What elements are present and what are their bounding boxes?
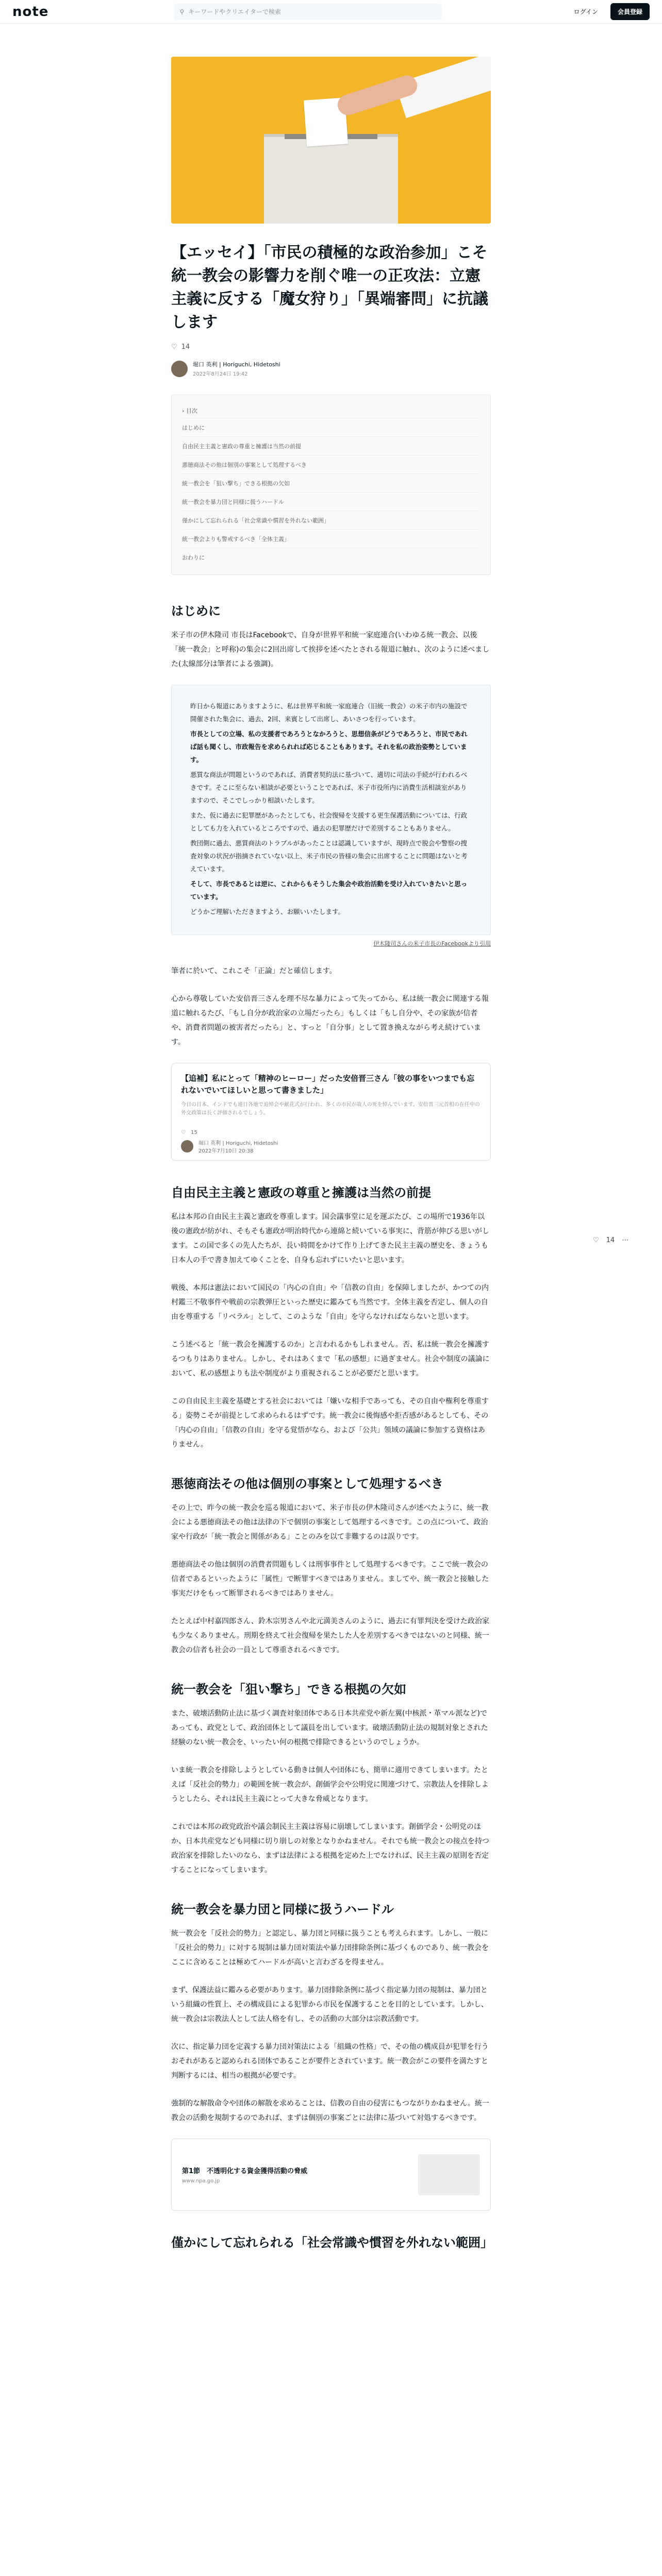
paragraph: 統一教会を「反社会的勢力」と認定し、暴力団と同様に扱うことも考えられます。しかし、一般に「反社会的勢力」に対する規制は暴力団対策法や暴力団排除条例に基づくものであり、統一教会をここに含めることは極めてハードルが高いと言わざるを得ません。: [171, 1929, 489, 1967]
quote-line: 市長としての立場、私の支援者であろうとなかろうと、思想信条がどうであろうと、市民であれば話も聞くし、市政報告を求められれば応じることもあります。それを私の政治姿勢としています。: [190, 730, 468, 764]
like-count: 14: [181, 343, 190, 351]
paragraph: いま統一教会を排除しようとしている動きは個人や団体にも、簡単に適用できてしまいます。たとえば「反社会的勢力」の範囲を統一教会が、創価学会や公明党に関連づけて、宗教法人を排除しようとしたら、それは民主主義にとって大きな脅威となります。: [171, 1766, 489, 1803]
toc-item[interactable]: 悪徳商法その他は個別の事案として処理するべき: [182, 455, 480, 474]
article: [171, 24, 491, 2250]
embed-date: 2022年7月10日 20:38: [198, 1148, 254, 1154]
embed-like-count: 15: [190, 1130, 197, 1136]
external-link-card[interactable]: [171, 2139, 491, 2211]
section-heading: 悪徳商法その他は個別の事案として処理するべき: [171, 1477, 443, 1491]
post-date: 2022年8月24日 19:42: [193, 371, 248, 377]
paragraph: 強制的な解散命令や団体の解散を求めることは、信教の自由の侵害にもつながりかねません。統一教会の活動を規制するのであれば、まずは個別の事案ごとに法律に基づいて対処するべきです。: [171, 2099, 489, 2122]
section-heading: 統一教会を「狙い撃ち」できる根拠の欠如: [171, 1682, 406, 1697]
section-heading: 僅かにして忘れられる「社会常識や慣習を外れない範囲」: [171, 2235, 493, 2250]
link-card-thumbnail: [418, 2154, 480, 2195]
search-input[interactable]: [174, 4, 442, 20]
toc-item[interactable]: 自由民主主義と憲政の尊重と擁護は当然の前提: [182, 437, 480, 455]
paragraph: これでは本邦の政党政治や議会制民主主義は容易に崩壊してしまいます。創価学会・公明党のほか、日本共産党なども同様に切り崩しの対象となりかねません。それでも統一教会との接点を持つ政治家を排除したいのなら、まずは法律による根拠を定めた上でなければ、民主主義の原則を否定することになってしまいます。: [171, 1823, 489, 1874]
note-logo[interactable]: note: [12, 4, 49, 20]
embedded-note-card[interactable]: [171, 1063, 491, 1161]
paragraph: 心から尊敬していた安倍晋三さんを理不尽な暴力によって失ってから、私は統一教会に関連する報道に触れるたび、「もし自分が政治家の立場だったら」もしくは「もし自分や、その家族が信者や、消費者問題の被害者だったら」と、すっと「自分事」として置き換えながら考え続けています。: [171, 995, 489, 1046]
more-icon[interactable]: ⋯: [622, 1236, 629, 1244]
ballot-box: [264, 134, 398, 224]
embed-excerpt: 今日の日本、インドでも連日各地で追悼会や献花式が行われ、多くの市民が故人の死を悼んでいます。安倍晋三元首相の在任中の外交政策は長く評価されるでしょう。: [181, 1102, 480, 1116]
header-actions: [567, 3, 650, 20]
toc-item[interactable]: おわりに: [182, 554, 205, 561]
paragraph: また、破壊活動防止法に基づく調査対象団体である日本共産党や新左翼(中核派・革マル派など)であっても、政党として、政治団体として議員を出しています。破壊活動防止法の規制対象とされた経験のない統一教会を、いったい何の根拠で排除できるというのでしょうか。: [171, 1709, 488, 1747]
blockquote: [171, 685, 491, 935]
floating-actions: [593, 1236, 628, 1244]
quote-line: 昨日から報道にありますように、私は世界平和統一家庭連合（旧統一教会）の米子市内の施設で開催された集会に、過去、2回、来賓として出席し、あいさつを行っています。: [190, 702, 468, 723]
paragraph: 筆者に於いて、これこそ「正論」だと確信します。: [171, 967, 337, 975]
author-name[interactable]: 堀口 英利 | Horiguchi, Hidetoshi: [193, 361, 280, 368]
quote-line: どうかご理解いただきますよう、お願いいたします。: [190, 908, 345, 916]
site-header: [0, 0, 662, 24]
author-info[interactable]: [171, 360, 491, 377]
heart-icon: ♡: [181, 1130, 186, 1136]
paragraph: この自由民主主義を基礎とする社会においては「嫌いな相手であっても、その自由や権利を尊重する」姿勢こそが前提として求められるはずです。統一教会に後悔感や拒否感があるとしても、その「内心の自由」「信教の自由」を守る覚悟がなら、および「公共」領域の議論に参加する資格はありません。: [171, 1397, 489, 1449]
search-icon: ⚲: [179, 8, 185, 15]
toc-heading[interactable]: › 目次: [182, 403, 480, 418]
paragraph: その上で、昨今の統一教会を巡る報道において、米子市長の伊木隆司さんが述べたように、統一教会による悪徳商法その他は法律の下で個別の事案として処理するべきです。この点について、政治家や行政が「統一教会と関係がある」ことのみを以て非難するのは誤りです。: [171, 1504, 489, 1541]
embed-author-row: [181, 1139, 481, 1154]
paragraph: たとえば中村嘉四郎さん、鈴木宗男さんや北元満美さんのように、過去に有罪判決を受けた政治家も少なくありません。刑期を終えて社会復帰を果たした人を差別するべきではないのと同様、統一教会の信者も社会の一員として尊重されるべきです。: [171, 1617, 489, 1654]
link-card-title[interactable]: 第1節 不透明化する資金獲得活動の脅威: [182, 2167, 308, 2175]
section-heading: はじめに: [171, 604, 221, 618]
heart-icon[interactable]: ♡: [171, 343, 177, 351]
avatar: [181, 1140, 193, 1153]
toc-item[interactable]: 統一教会を暴力団と同様に扱うハードル: [182, 493, 480, 511]
embed-footer: [181, 1130, 481, 1136]
quote-line: そして、市長であるとは逆に、これからもそうした集会や政治活動を受け入れていきたいと思っています。: [190, 880, 468, 901]
link-card-url: www.npa.go.jp: [182, 2178, 220, 2184]
section-heading: 自由民主主義と憲政の尊重と擁護は当然の前提: [171, 1185, 431, 1200]
quote-citation-link[interactable]: 伊木隆司さんの米子市長のFacebookより引用: [373, 940, 491, 947]
like-row: [171, 343, 491, 351]
search-placeholder: キーワードやクリエイターで検索: [188, 8, 282, 15]
quote-line: 教団側に過去、悪質商法のトラブルがあったことは認識していますが、現時点で脱会や警察の捜査対象の状況が指摘されていない以上、米子市民の皆様の集会に出席することに問題はないと考えています。: [190, 839, 468, 873]
login-button[interactable]: ログイン: [567, 3, 605, 20]
toc-item[interactable]: 僅かにして忘れられる「社会常識や慣習を外れない範囲」: [182, 511, 480, 530]
toc-item[interactable]: 統一教会を「狙い撃ち」できる根拠の欠如: [182, 474, 480, 493]
paragraph: まず、保護法益に鑑みる必要があります。暴力団排除条例に基づく指定暴力団の規制は、暴力団という組織の性質上、その構成員による犯罪から市民を保護することを目的としています。しかし、統一教会は宗教法人として法人格を有し、その活動の大部分は宗教活動です。: [171, 1986, 488, 2023]
paragraph: 次に、指定暴力団を定義する暴力団対策法による「組織の性格」で、その他の構成員が犯罪を行うおそれがあると認められる団体であることが要件とされています。統一教会がこの要件を満たすと判断するには、相当の根拠が必要です。: [171, 2043, 489, 2080]
embed-title[interactable]: 【追補】私にとって「精神のヒーロー」だった安倍晋三さん「彼の事をいつまでも忘れないでいてほしいと思って書きました」: [181, 1074, 475, 1095]
heart-icon[interactable]: ♡: [593, 1236, 599, 1244]
float-like-count: 14: [606, 1236, 615, 1244]
toc-item[interactable]: はじめに: [182, 418, 480, 437]
paragraph: 米子市の伊木隆司 市長はFacebookで、自身が世界平和統一家庭連合(いわゆる統一教会、以後「統一教会」と呼称)の集会に2回出席して挨拶を述べたとされる報道に触れ、次のように述べました(太線部分は筆者による強調)。: [171, 631, 490, 668]
toc-item[interactable]: 統一教会よりも警戒するべき「全体主義」: [182, 530, 480, 548]
article-title: 【エッセイ】「市民の積極的な政治参加」こそ統一教会の影響力を削ぐ唯一の正攻法：立憲主義に反する「魔女狩り」「異端審問」に抗議します: [171, 244, 488, 331]
quote-line: 悪質な商法が問題というのであれば、消費者契約法に基づいて、適切に司法の手続が行われるべきです。そこに至らない相談が必要ということであれば、米子市役所内に消費生活相談室がありますので、そこでしっかり相談いたします。: [190, 771, 468, 804]
avatar[interactable]: [171, 361, 188, 377]
signup-button[interactable]: 会員登録: [610, 3, 650, 20]
embed-author: 堀口 英利 | Horiguchi, Hidetoshi: [198, 1141, 278, 1146]
eyecatch-image: [171, 57, 491, 224]
paragraph: 戦後、本邦は憲法において国民の「内心の自由」や「信教の自由」を保障しましたが、かつての内村鑑三不敬事件や戦前の宗教弾圧といった歴史に鑑みても当然です。全体主義を否定し、個人の自由を尊重する「リベラル」として、このような「自由」を守らなければならないと思います。: [171, 1284, 489, 1321]
paragraph: 悪徳商法その他は個別の消費者問題もしくは刑事事件として処理するべきです。ここで統一教会の信者であるといったように「属性」で断罪すべきではありません。ましてや、統一教会と接触した事実だけをもって断罪されるべきではありません。: [171, 1561, 489, 1598]
quote-line: また、仮に過去に犯罪歴があったとしても、社会復帰を支援する更生保護活動については、行政としても力を入れているところですので、過去の犯罪歴だけで差別することもありません。: [190, 811, 468, 832]
paragraph: こう述べると「統一教会を擁護するのか」と言われるかもしれません。否、私は統一教会を擁護するつもりはありません。しかし、それはあくまで「私の感想」に過ぎません。社会や制度の議論において、私の感想よりも法や制度がより重視されることが必要だと思います。: [171, 1341, 490, 1378]
section-heading: 統一教会を暴力団と同様に扱うハードル: [171, 1902, 394, 1917]
paragraph: 私は本邦の自由民主主義と憲政を尊重します。国会議事堂に足を運ぶたび、この場所で1936年以後の憲政が紡がれ、そもそも憲政が明治時代から連綿と続いている事実に、背筋が伸びる思いがします。この国で多くの先人たちが、長い時間をかけて作り上げてきた民主主義の歴史を、きょうも日本人の手で書き加えてゆくことを、自身も忘れずにいたいと思います。: [171, 1213, 489, 1264]
table-of-contents: [171, 395, 491, 575]
